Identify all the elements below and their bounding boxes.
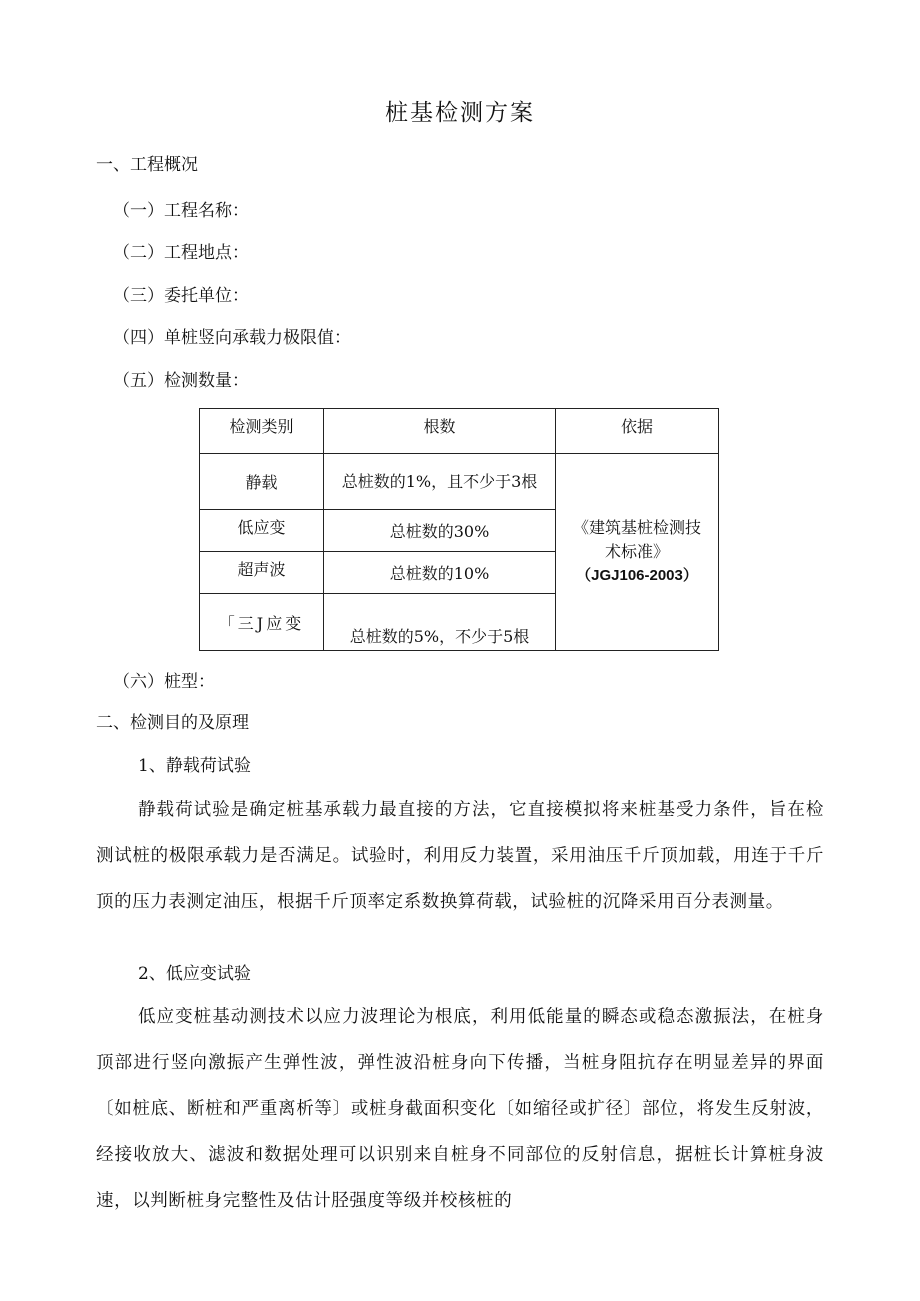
item-client: （三）委托单位：	[113, 286, 249, 306]
basis-standard-name: 《建筑基桩检测技术标准》	[572, 518, 701, 561]
test-quantity-table	[199, 408, 719, 651]
row-category: 静载	[200, 454, 324, 510]
table-row	[200, 454, 719, 510]
section-heading-overview: 一、工程概况	[96, 155, 198, 175]
row-count: 总桩数的10%	[324, 552, 556, 594]
header-count: 根数	[324, 409, 556, 454]
item-project-name: （一）工程名称：	[113, 201, 249, 221]
subheading-static-load: 1、静载荷试验	[138, 756, 251, 776]
header-basis: 依据	[556, 409, 719, 454]
item-bearing-capacity: （四）单桩竖向承载力极限值：	[113, 328, 351, 348]
row-category: 超声波	[200, 552, 324, 594]
row-category: 「三J应变	[200, 594, 324, 651]
paragraph-static-load: 静载荷试验是确定桩基承载力最直接的方法，它直接模拟将来桩基受力条件，旨在检测试桩的极限承载力是否满足。试验时，利用反力装置，采用油压千斤顶加载，用连于千斤顶的压力表测定油压，根据千斤顶率定系数换算荷载，试验桩的沉降采用百分表测量。	[96, 800, 824, 912]
row-count: 总桩数的30%	[324, 510, 556, 552]
basis-standard-code: （JGJ106-2003）	[576, 567, 698, 584]
row-count: 总桩数的1%，且不少于3根	[324, 454, 556, 510]
section-heading-purpose: 二、检测目的及原理	[96, 713, 249, 733]
basis-cell	[556, 454, 719, 651]
row-category: 低应变	[200, 510, 324, 552]
subheading-low-strain: 2、低应变试验	[138, 964, 251, 984]
header-category: 检测类别	[200, 409, 324, 454]
paragraph-low-strain: 低应变桩基动测技术以应力波理论为根底，利用低能量的瞬态或稳态激振法，在桩身顶部进行竖向激振产生弹性波，弹性波沿桩身向下传播，当桩身阻抗存在明显差异的界面〔如桩底、断桩和严重离析等〕或桩身截面积变化〔如缩径或扩径〕部位，将发生反射波，经接收放大、滤波和数据处理可以识别来自桩身不同部位的反射信息，据桩长计算桩身波速，以判断桩身完整性及估计胫强度等级并校核桩的	[96, 1007, 824, 1211]
item-pile-type: （六）桩型：	[113, 672, 215, 692]
row-count: 总桩数的5%，不少于5根	[324, 594, 556, 651]
table-header-row	[200, 409, 719, 454]
item-test-quantity: （五）检测数量：	[113, 371, 249, 391]
item-project-location: （二）工程地点：	[113, 243, 249, 263]
document-title: 桩基检测方案	[385, 100, 535, 126]
